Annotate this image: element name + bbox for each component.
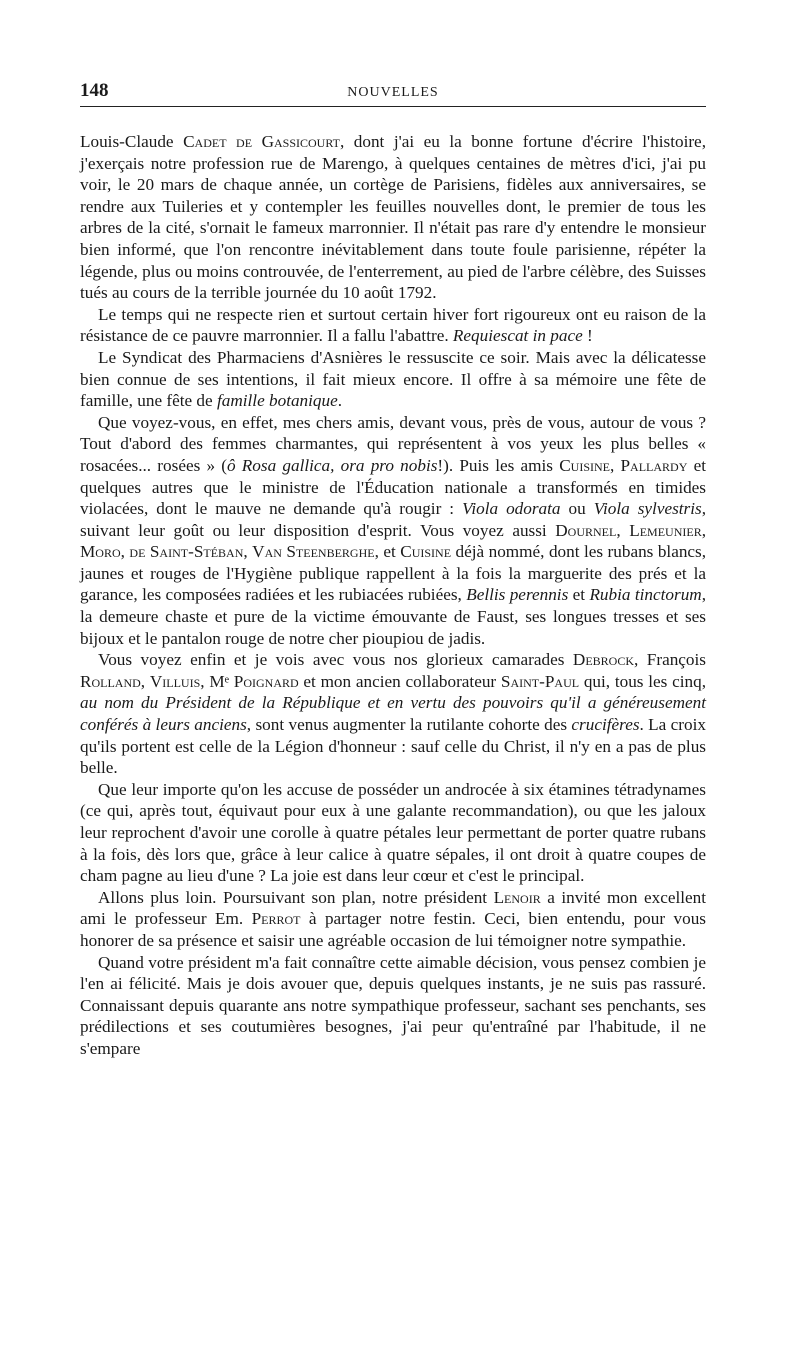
text-run: !). Puis les amis: [437, 455, 560, 475]
text-run: ,: [243, 542, 253, 562]
page-number: 148: [80, 80, 109, 101]
text-run: Vous voyez enfin et je vois avec vous nos glorieux camarades: [98, 650, 573, 670]
text-run: ,: [609, 455, 621, 475]
text-run: et quelques autres que le ministre de l'Éducation nationale a transformés en timides violacées, dont le mauve ne demande qu'à rougir :: [80, 455, 707, 519]
paragraph: [80, 649, 706, 779]
name-smallcaps: Debrock: [572, 650, 634, 670]
name-smallcaps: Cadet de Gassicourt: [183, 132, 340, 151]
text-run: Allons plus loin. Poursuivant son plan, notre président: [98, 887, 494, 907]
text-run: Louis-Claude: [80, 132, 184, 151]
text-run: ,: [616, 520, 630, 540]
text-run: , dont j'ai eu la bonne fortune d'écrire l'histoire, j'exerçais notre profession rue de Marengo, à quelques centaines de mètres d'ici, j'ai pu voir, le 20 mars de chaque année, un cortège de Parisiens, fidèles aux anniversaires, se rendre aux Tuileries et y contempler les feuilles nouvelles dont, le premier de tous les arbres de la cité, s'ornait le fameux marronnier. Il n'était pas rare d'y entendre le monsieur bien informé, que l'on rencontre inévitablement dans toute foule parisienne, répéter la légende, plus ou moins controuvée, de l'enterrement, au pied de l'arbre célèbre, des Suisses tués au cours de la terrible journée du 10 août 1792.: [80, 132, 706, 303]
text-run: , François: [634, 650, 706, 670]
paragraph: [80, 131, 706, 304]
text-run: . La croix qu'ils portent est celle de la Légion d'honneur : sauf celle du Christ, il n'y en a pas de plus belle.: [80, 715, 706, 778]
paragraph: [80, 952, 706, 1060]
text-run: à partager notre festin. Ceci, bien entendu, pour vous honorer de sa présence et saisir une agréable occasion de lui témoigner notre sympathie.: [80, 909, 706, 950]
italic-text: crucifères: [571, 715, 640, 735]
text-run: , sont venus augmenter la rutilante cohorte des: [246, 715, 572, 735]
name-smallcaps: Poignard: [233, 671, 299, 691]
text-run: ,: [701, 520, 706, 540]
name-smallcaps: Lenoir: [493, 887, 541, 907]
italic-text: Viola odorata: [462, 499, 561, 519]
text-run: Le Syndicat des Pharmaciens d'Asnières le ressuscite ce soir. Mais avec la délicatesse bien connue de ses intentions, il fait mieux encore. Il offre à sa mémoire une fête de famille, une fête de: [80, 347, 706, 411]
text-run: a invité mon excellent ami le professeur Em.: [80, 887, 707, 929]
italic-text: au nom du Président de la République et en vertu des pouvoirs qu'il a généreusement conférés à leurs anciens: [80, 693, 706, 735]
text-run: et mon ancien collaborateur: [298, 671, 501, 691]
text-run: , suivant leur goût ou leur disposition d'esprit. Vous voyez aussi: [80, 499, 706, 540]
italic-text: famille botanique: [216, 391, 338, 411]
text-run: ,: [140, 671, 150, 691]
name-smallcaps: Pallardy: [620, 455, 688, 475]
name-smallcaps: Saint-Paul: [500, 671, 580, 691]
page-header: [80, 80, 706, 107]
paragraph: [80, 887, 706, 952]
text-run: et: [568, 585, 590, 605]
text-run: Que voyez-vous, en effet, mes chers amis, devant vous, près de vous, autour de vous ? Tout d'abord des femmes charmantes, qui représentent à vos yeux les plus belles « rosacées... rosées » (: [80, 412, 706, 475]
text-run: , Mᵉ: [200, 671, 234, 691]
text-run: , et: [374, 542, 401, 562]
paragraph: [80, 347, 706, 412]
text-run: Quand votre président m'a fait connaître cette aimable décision, vous pensez combien je l'en ai félicité. Mais je dois avouer que, depuis quelques instants, je ne suis pas rassuré. Connaissant depuis quarante ans notre sympathique professeur, sachant ses penchants, ses prédilections et ses coutumières besognes, j'ai peur qu'entraîné par l'habitude, il ne s'empare: [80, 952, 706, 1058]
paragraph: [80, 304, 706, 347]
text-run: Le temps qui ne respecte rien et surtout certain hiver fort rigoureux ont eu raison de la résistance de ce pauvre marronnier. Il a fallu l'abattre.: [80, 304, 706, 346]
name-smallcaps: Cuisine: [400, 542, 452, 562]
text-run: Que leur importe qu'on les accuse de posséder un androcée à six étamines tétradynames (ce qui, après tout, équivaut pour eux à une galante recommandation), ou que les jaloux leur reprochent d'avoir une corolle à quatre pétales leur permettant de porter quatre rubans à la fois, dès lors que, grâce à leur calice à quatre sépales, il ont droit à quatre coupes de cham pagne au lieu d'une ? La joie est dans leur cœur et c'est le principal.: [80, 779, 706, 886]
paragraph: [80, 412, 706, 650]
italic-text: Bellis perennis: [466, 585, 569, 605]
text-run: , la demeure chaste et pure de la victime émouvante de Faust, ses longues tresses et ses bijoux et le pantalon rouge de notre cher pioupiou de jadis.: [80, 585, 706, 648]
text-run: déjà nommé, dont les rubans blancs, jaunes et rouges de l'Hygiène publique rappellent à la fois la marguerite des prés et la garance, les composées radiées et les rubiacées rubiées,: [80, 542, 707, 605]
running-head: NOUVELLES: [347, 85, 439, 100]
name-smallcaps: Lemeunier: [629, 520, 702, 540]
text-run: ou: [560, 499, 594, 519]
italic-text: Viola sylvestris: [593, 499, 702, 519]
name-smallcaps: Perrot: [251, 909, 301, 929]
text-run: ,: [120, 542, 130, 562]
name-smallcaps: Moro: [80, 542, 121, 562]
name-smallcaps: Van Steenberghe: [252, 542, 375, 562]
italic-text: Requiescat in pace: [452, 326, 583, 346]
name-smallcaps: de Saint-Stéban: [129, 542, 244, 562]
italic-text: ô Rosa gallica, ora pro nobis: [227, 455, 438, 475]
article-body: [80, 131, 706, 1060]
paragraph: [80, 779, 706, 887]
text-run: .: [337, 391, 343, 411]
name-smallcaps: Villuis: [149, 671, 201, 691]
book-page: [80, 80, 706, 1060]
italic-text: Rubia tinctorum: [589, 585, 702, 605]
name-smallcaps: Dournel: [555, 520, 617, 540]
name-smallcaps: Cuisine: [559, 455, 610, 475]
text-run: !: [582, 326, 593, 346]
text-run: qui, tous les cinq,: [579, 671, 706, 691]
name-smallcaps: Rolland: [80, 671, 141, 691]
